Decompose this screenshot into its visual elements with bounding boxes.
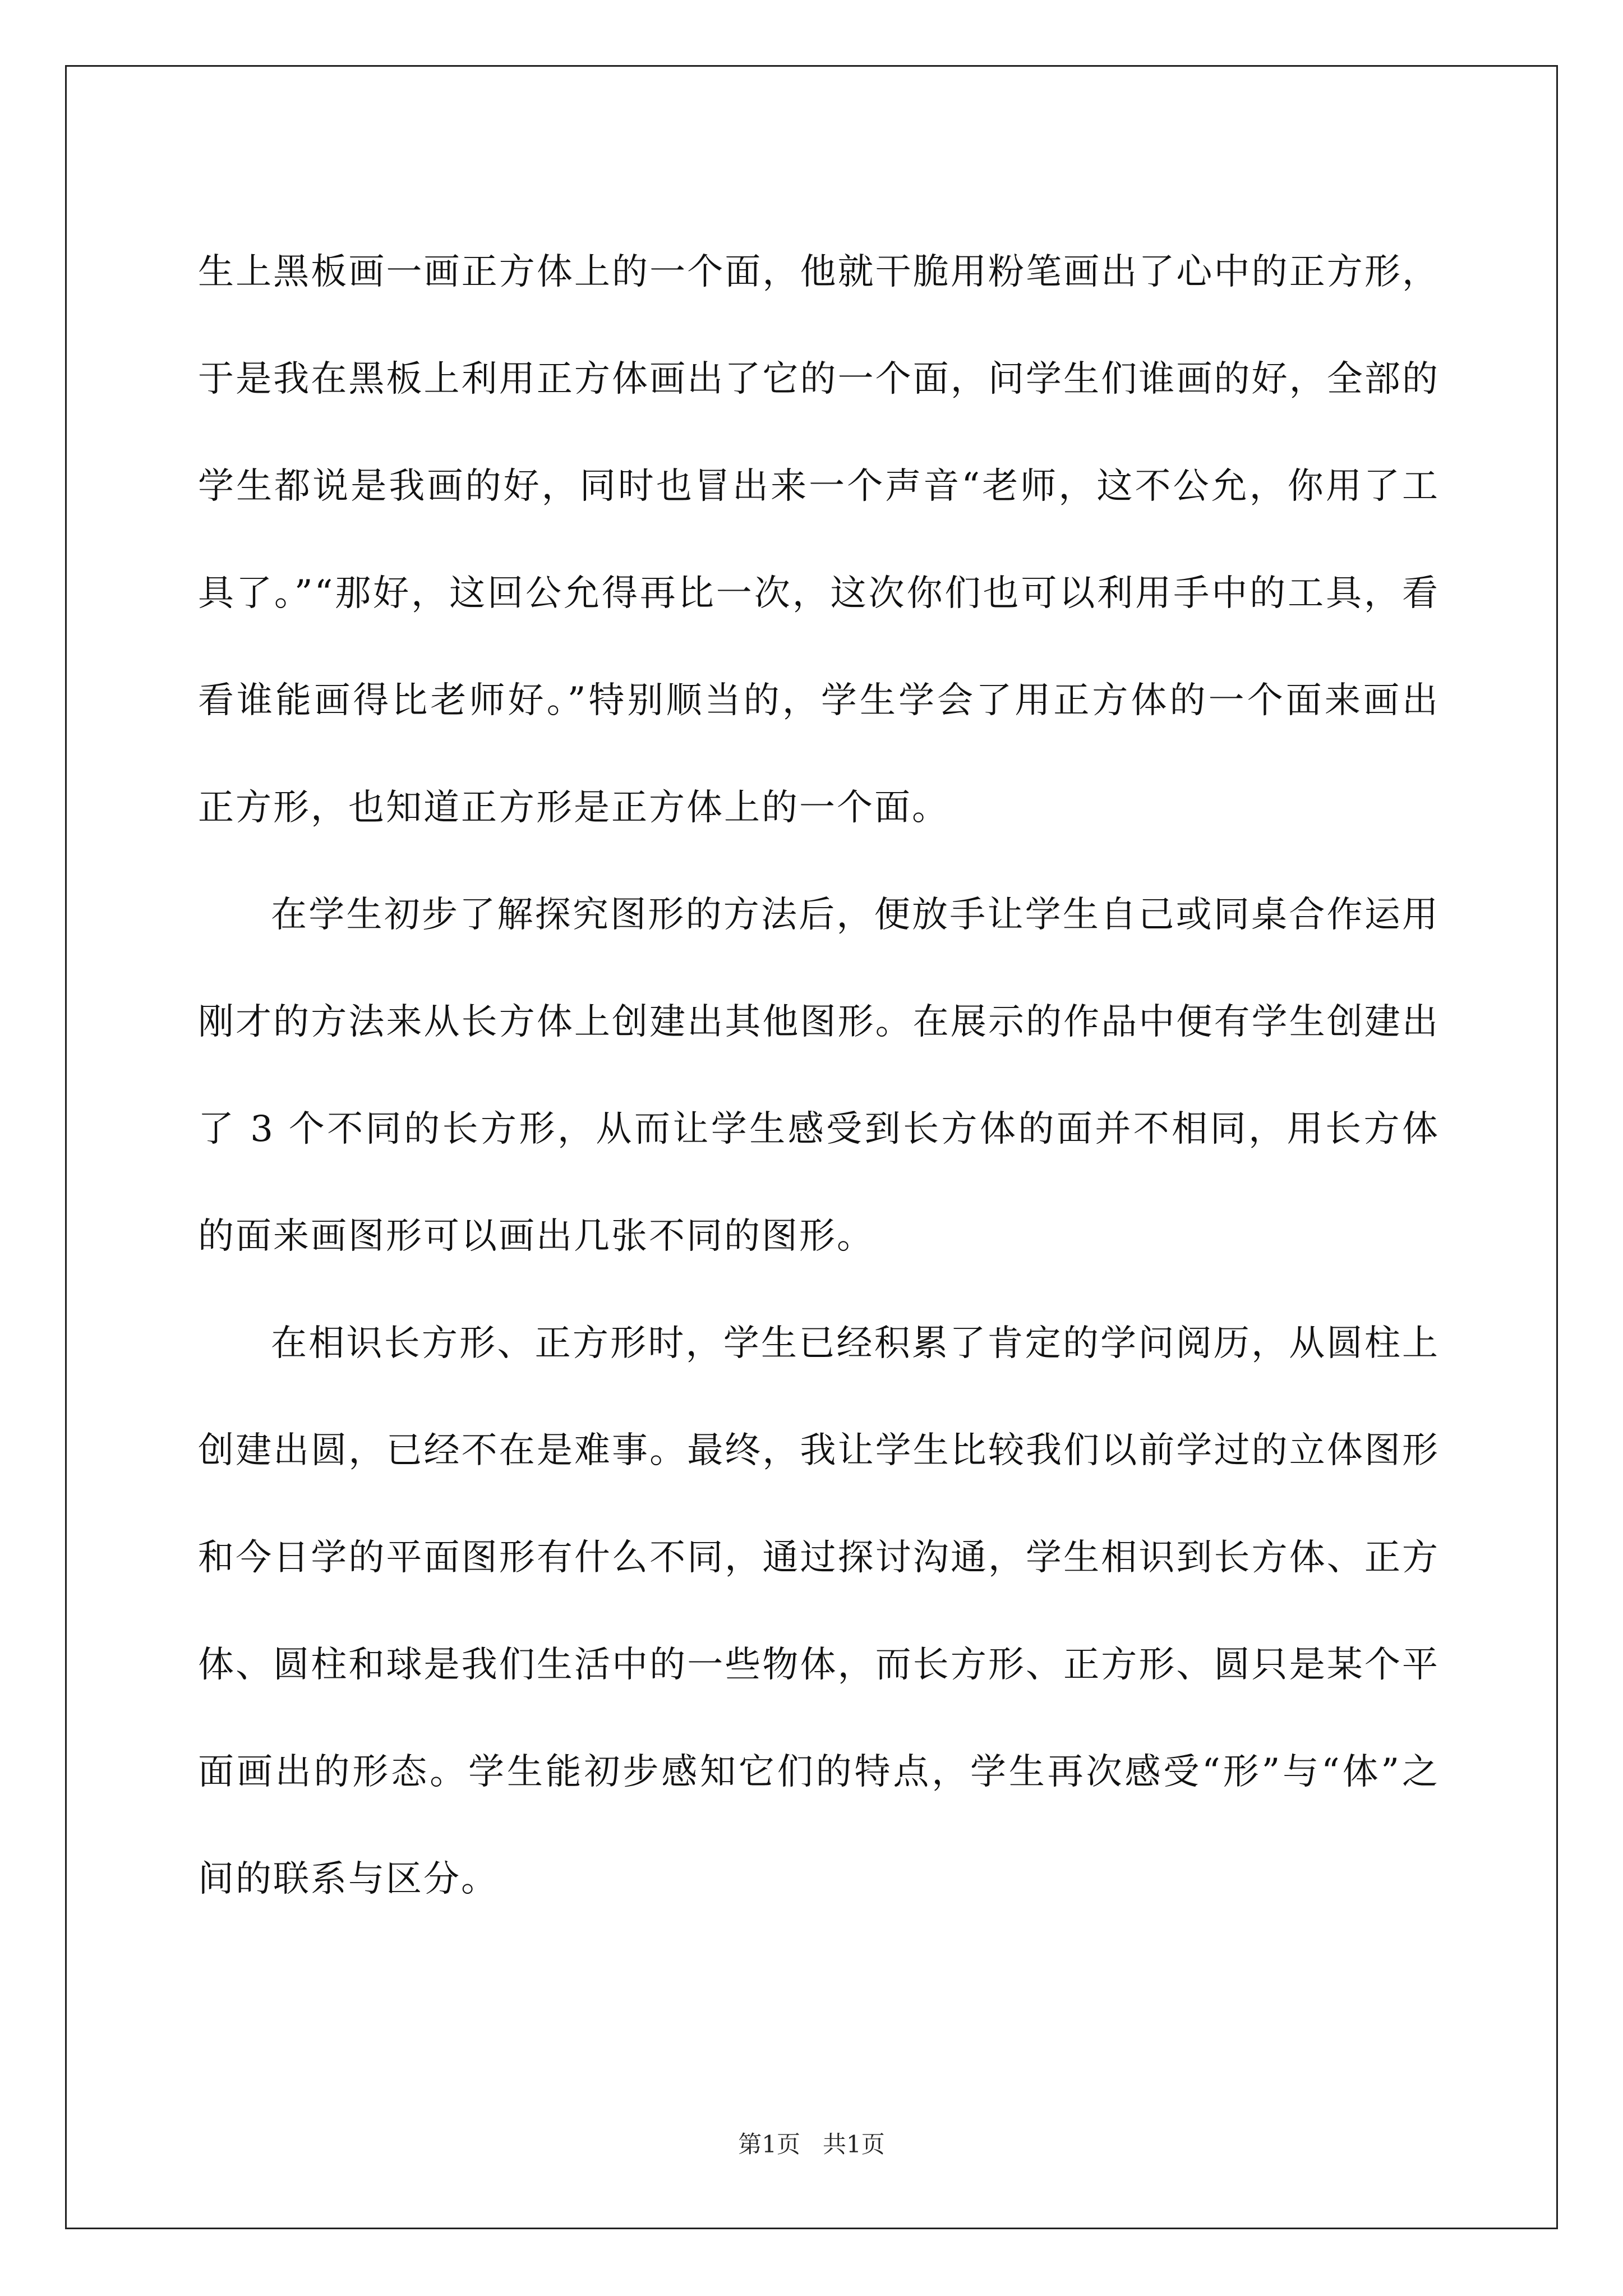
page-number-footer: 第1页 共1页 — [738, 2131, 885, 2158]
document-body — [198, 219, 1440, 1933]
paragraph-2: 在学生初步了解探究图形的方法后，便放手让学生自己或同桌合作运用刚才的方法来从长方体上创建出其他图形。在展示的作品中便有学生创建出了 3 个不同的长方形，从而让学生感受到长方体的面并不相同，用长方体的面来画图形可以画出几张不同的图形。 — [198, 894, 1440, 1257]
paragraph-1: 生上黑板画一画正方体上的一个面，他就干脆用粉笔画出了心中的正方形，于是我在黑板上利用正方体画出了它的一个面，问学生们谁画的好，全部的学生都说是我画的好，同时也冒出来一个声音“老师，这不公允，你用了工具了。”“那好，这回公允得再比一次，这次你们也可以利用手中的工具，看看谁能画得比老师好。”特别顺当的，学生学会了用正方体的一个面来画出正方形，也知道正方形是正方体上的一个面。 — [198, 251, 1440, 829]
paragraph-3: 在相识长方形、正方形时，学生已经积累了肯定的学问阅历，从圆柱上创建出圆，已经不在是难事。最终，我让学生比较我们以前学过的立体图形和今日学的平面图形有什么不同，通过探讨沟通，学生相识到长方体、正方体、圆柱和球是我们生活中的一些物体，而长方形、正方形、圆只是某个平面画出的形态。学生能初步感知它们的特点，学生再次感受“形”与“体”之间的联系与区分。 — [198, 1323, 1440, 1900]
